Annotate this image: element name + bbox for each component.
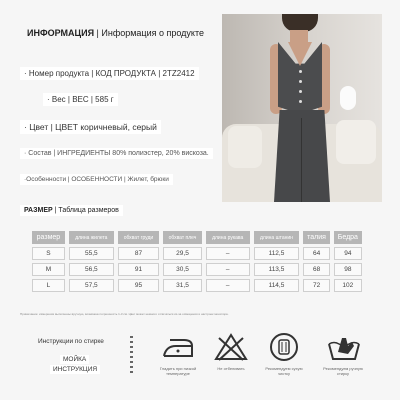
size-section-label	[20, 205, 123, 216]
table-cell: –	[206, 247, 250, 260]
table-cell: 87	[118, 247, 159, 260]
table-cell: 95	[118, 279, 159, 292]
page-title	[27, 28, 204, 38]
product-features: ·Особенности | ОСОБЕННОСТИ | Жилет, брюки	[20, 174, 173, 185]
header-chest: обхват груди	[118, 231, 159, 244]
header-sleeve: длина рукава	[206, 231, 250, 244]
iron-icon	[160, 332, 196, 362]
table-cell: 94	[334, 247, 362, 260]
header-size: размер	[32, 231, 65, 244]
page-title-rest: | Информация о продукте	[94, 28, 204, 38]
header-vest-length: длина жилета	[69, 231, 114, 244]
table-cell: 31,5	[163, 279, 202, 292]
care-label-hand-wash: Рекомендуем ручную стирку	[323, 366, 363, 376]
divider	[130, 336, 133, 376]
table-cell: S	[32, 247, 65, 260]
table-cell: 30,5	[163, 263, 202, 276]
table-cell: 68	[303, 263, 329, 276]
care-instructions-label: ИНСТРУКЦИЯ	[50, 365, 100, 374]
table-cell: 102	[334, 279, 362, 292]
table-cell: 56,5	[69, 263, 114, 276]
care-wash-label: МОЙКА	[60, 355, 89, 364]
product-number: · Номер продукта | КОД ПРОДУКТА | 2TZ2412	[20, 67, 199, 80]
table-cell: M	[32, 263, 65, 276]
product-weight: · Вес | ВЕС | 585 г	[43, 93, 118, 106]
care-title: Инструкции по стирке	[38, 338, 104, 345]
table-cell: 113,5	[254, 263, 300, 276]
care-label-dry: Рекомендуем сухую чистку	[265, 366, 303, 376]
care-label-iron: Гладить при низкой температуре	[159, 366, 197, 376]
table-cell: 55,5	[69, 247, 114, 260]
product-color: · Цвет | ЦВЕТ коричневый, серый	[20, 120, 161, 134]
table-row	[32, 247, 362, 260]
table-cell: 98	[334, 263, 362, 276]
table-row	[32, 279, 362, 292]
header-hips: Бедра	[334, 231, 362, 244]
product-composition: · Состав | ИНГРЕДИЕНТЫ 80% полиэстер, 20% вискоза.	[20, 148, 213, 159]
product-photo	[222, 14, 382, 202]
size-label-bold: РАЗМЕР	[24, 207, 53, 214]
size-table	[28, 228, 366, 295]
header-shoulder: обхват плеч	[163, 231, 202, 244]
header-pants-length: длина штанин	[254, 231, 300, 244]
size-label-rest: | Таблица размеров	[52, 207, 119, 214]
table-cell: –	[206, 279, 250, 292]
table-cell: 72	[303, 279, 329, 292]
hand-wash-icon	[326, 332, 362, 362]
care-label-no-bleach: Не отбеливать	[217, 366, 245, 371]
no-bleach-icon	[213, 332, 249, 362]
size-table-header	[32, 231, 362, 244]
table-cell: 64	[303, 247, 329, 260]
table-row	[32, 263, 362, 276]
table-cell: 91	[118, 263, 159, 276]
table-cell: 57,5	[69, 279, 114, 292]
table-cell: –	[206, 263, 250, 276]
page-title-bold: ИНФОРМАЦИЯ	[27, 28, 95, 38]
table-cell: L	[32, 279, 65, 292]
measurement-note: Примечание: измерения выполнены вручную, возможна погрешность 1-3 см. Цвет может немного отличаться из-за освещения и настроек монитора.	[20, 312, 229, 316]
tumble-dry-icon	[266, 332, 302, 362]
table-cell: 29,5	[163, 247, 202, 260]
header-waist: талия	[303, 231, 329, 244]
table-cell: 112,5	[254, 247, 300, 260]
table-cell: 114,5	[254, 279, 300, 292]
